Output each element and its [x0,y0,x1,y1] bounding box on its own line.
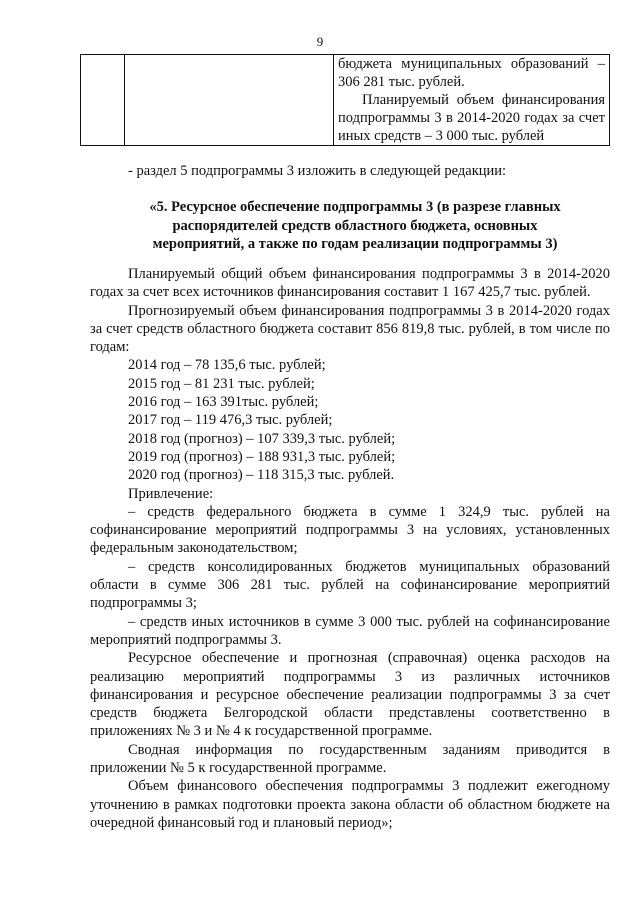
years-list [90,356,610,484]
page-number: 9 [316,34,324,49]
attraction-label: Привлечение: [128,485,214,502]
attraction-item: – средств иных источников в сумме 3 000 тыс. рублей на софинансирование мероприятий подпрограммы 3. [90,613,610,648]
continuation-table [80,54,610,146]
year-item: 2015 год – 81 231 тыс. рублей; [128,375,315,392]
table-cell-line: бюджета муниципальных образований – 306 281 тыс. рублей. [338,56,605,90]
year-item: 2014 год – 78 135,6 тыс. рублей; [128,357,326,374]
section-heading [130,198,580,254]
table-cell-line: Планируемый объем финансирования подпрограммы 3 в 2014-2020 годах за счет иных средств – 3 000 тыс. рублей [338,92,605,144]
section-heading-text: «5. Ресурсное обеспечение подпрограммы 3 (в разрезе главных распорядителей средств областного бюджета, основных мероприятий, а также по годам реализации подпрограммы 3) [149,199,561,252]
year-item: 2019 год (прогноз) – 188 931,3 тыс. рублей; [128,448,396,465]
intro-line-block [90,162,610,180]
table-cell-content [334,55,610,146]
paragraph: Планируемый общий объем финансирования подпрограммы 3 в 2014-2020 годах за счет всех источников финансирования составит 1 167 425,7 тыс. рублей. [90,266,610,301]
table-cell-label [125,55,334,146]
paragraph: Ресурсное обеспечение и прогнозная (справочная) оценка расходов на реализацию мероприятий подпрограммы 3 из различных источников финансирования и ресурсное обеспечение реализации подпрограммы 3 за счет средств бюджета Белгородской области представлены соответственно в приложениях № 3 и № 4 к государственной программе. [90,650,610,740]
section-body [90,265,610,832]
paragraph: Прогнозируемый объем финансирования подпрограммы 3 в 2014-2020 годах за счет средств областного бюджета составит 856 819,8 тыс. рублей, в том числе по годам: [90,302,610,356]
year-item: 2017 год – 119 476,3 тыс. рублей; [128,412,333,429]
table-cell-number [81,55,125,146]
year-item: 2020 год (прогноз) – 118 315,3 тыс. рублей. [128,467,395,484]
attraction-item: – средств консолидированных бюджетов муниципальных образований области в сумме 306 281 тыс. рублей на софинансирование мероприятий подпрограммы 3; [90,558,610,612]
intro-line: - раздел 5 подпрограммы 3 изложить в следующей редакции: [128,163,507,179]
attraction-item: – средств федерального бюджета в сумме 1 324,9 тыс. рублей на софинансирование мероприятий подпрограммы 3 на условиях, установленных федеральным законодательством; [90,503,610,557]
paragraph: Объем финансового обеспечения подпрограммы 3 подлежит ежегодному уточнению в рамках подготовки проекта закона области об областном бюджете на очередной финансовый год и плановый период»; [90,778,610,831]
year-item: 2016 год – 163 391тыс. рублей; [128,394,319,411]
paragraph: Сводная информация по государственным заданиям приводится в приложении № 5 к государственной программе. [90,741,610,777]
year-item: 2018 год (прогноз) – 107 339,3 тыс. рублей; [128,430,396,447]
